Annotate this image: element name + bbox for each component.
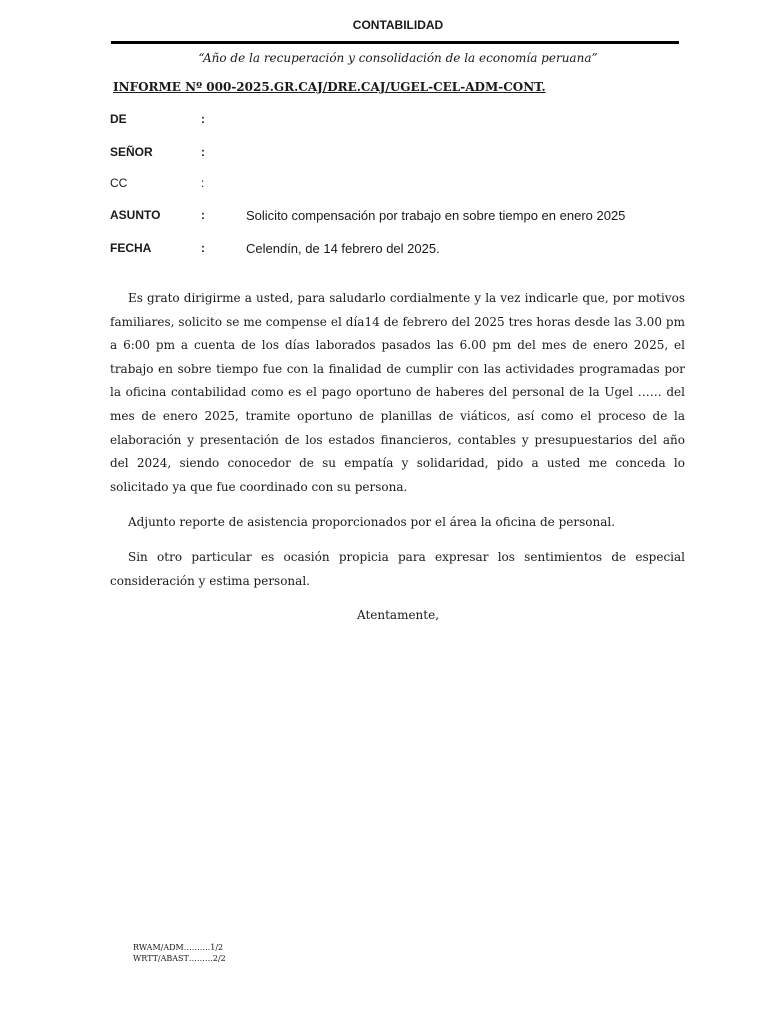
field-asunto-colon: : xyxy=(201,208,205,222)
field-fecha-label: FECHA xyxy=(110,241,152,255)
field-fecha-value: Celendín, de 14 febrero del 2025. xyxy=(246,241,440,256)
field-asunto xyxy=(110,208,690,226)
report-number: INFORME Nº 000-2025.GR.CAJ/DRE.CAJ/UGEL-CEL-ADM-CONT. xyxy=(113,80,546,94)
field-de-colon: : xyxy=(201,112,205,126)
field-senor xyxy=(110,145,690,163)
field-senor-colon: : xyxy=(201,145,205,159)
body-paragraph-1: Es grato dirigirme a usted, para saludarlo cordialmente y la vez indicarle que, por motivos familiares, solicito se me compense el día14 de febrero del 2025 tres horas desde las 3.00 pm a 6:00 pm a cuenta de los días laborados pasados las 6.00 pm del mes de enero 2025, el trabajo en sobre tiempo fue con la finalidad de cumplir con las actividades programadas por la oficina contabilidad como es el pago oportuno de haberes del personal de la Ugel …… del mes de enero 2025, tramite oportuno de planillas de viáticos, así como el proceso de la elaboración y presentación de los estados financieros, contables y presupuestarios del año del 2024, siendo conocedor de su empatía y solidaridad, pido a usted me conceda lo solicitado ya que fue coordinado con su persona. xyxy=(110,291,685,494)
field-cc xyxy=(110,176,690,194)
year-motto: “Año de la recuperación y consolidación de la economía peruana” xyxy=(198,51,598,65)
field-de-label: DE xyxy=(110,112,127,126)
department-header: CONTABILIDAD xyxy=(352,18,444,32)
field-cc-label: CC xyxy=(110,176,128,190)
header-divider xyxy=(111,41,679,44)
field-senor-label: SEÑOR xyxy=(110,145,153,159)
footer-reference-2: WRTT/ABAST………2/2 xyxy=(133,954,226,963)
field-asunto-value: Solicito compensación por trabajo en sobre tiempo en enero 2025 xyxy=(246,208,626,223)
field-de xyxy=(110,112,690,130)
footer-reference-1: RWAM/ADM……….1/2 xyxy=(133,943,224,952)
field-cc-colon: : xyxy=(201,176,205,190)
field-asunto-label: ASUNTO xyxy=(110,208,161,222)
body-paragraph-3: Sin otro particular es ocasión propicia para expresar los sentimientos de especial consideración y estima personal. xyxy=(110,550,685,588)
closing-salutation: Atentamente, xyxy=(356,608,440,622)
field-fecha xyxy=(110,241,690,259)
body-paragraph-2: Adjunto reporte de asistencia proporcionados por el área la oficina de personal. xyxy=(128,515,616,529)
field-fecha-colon: : xyxy=(201,241,205,255)
